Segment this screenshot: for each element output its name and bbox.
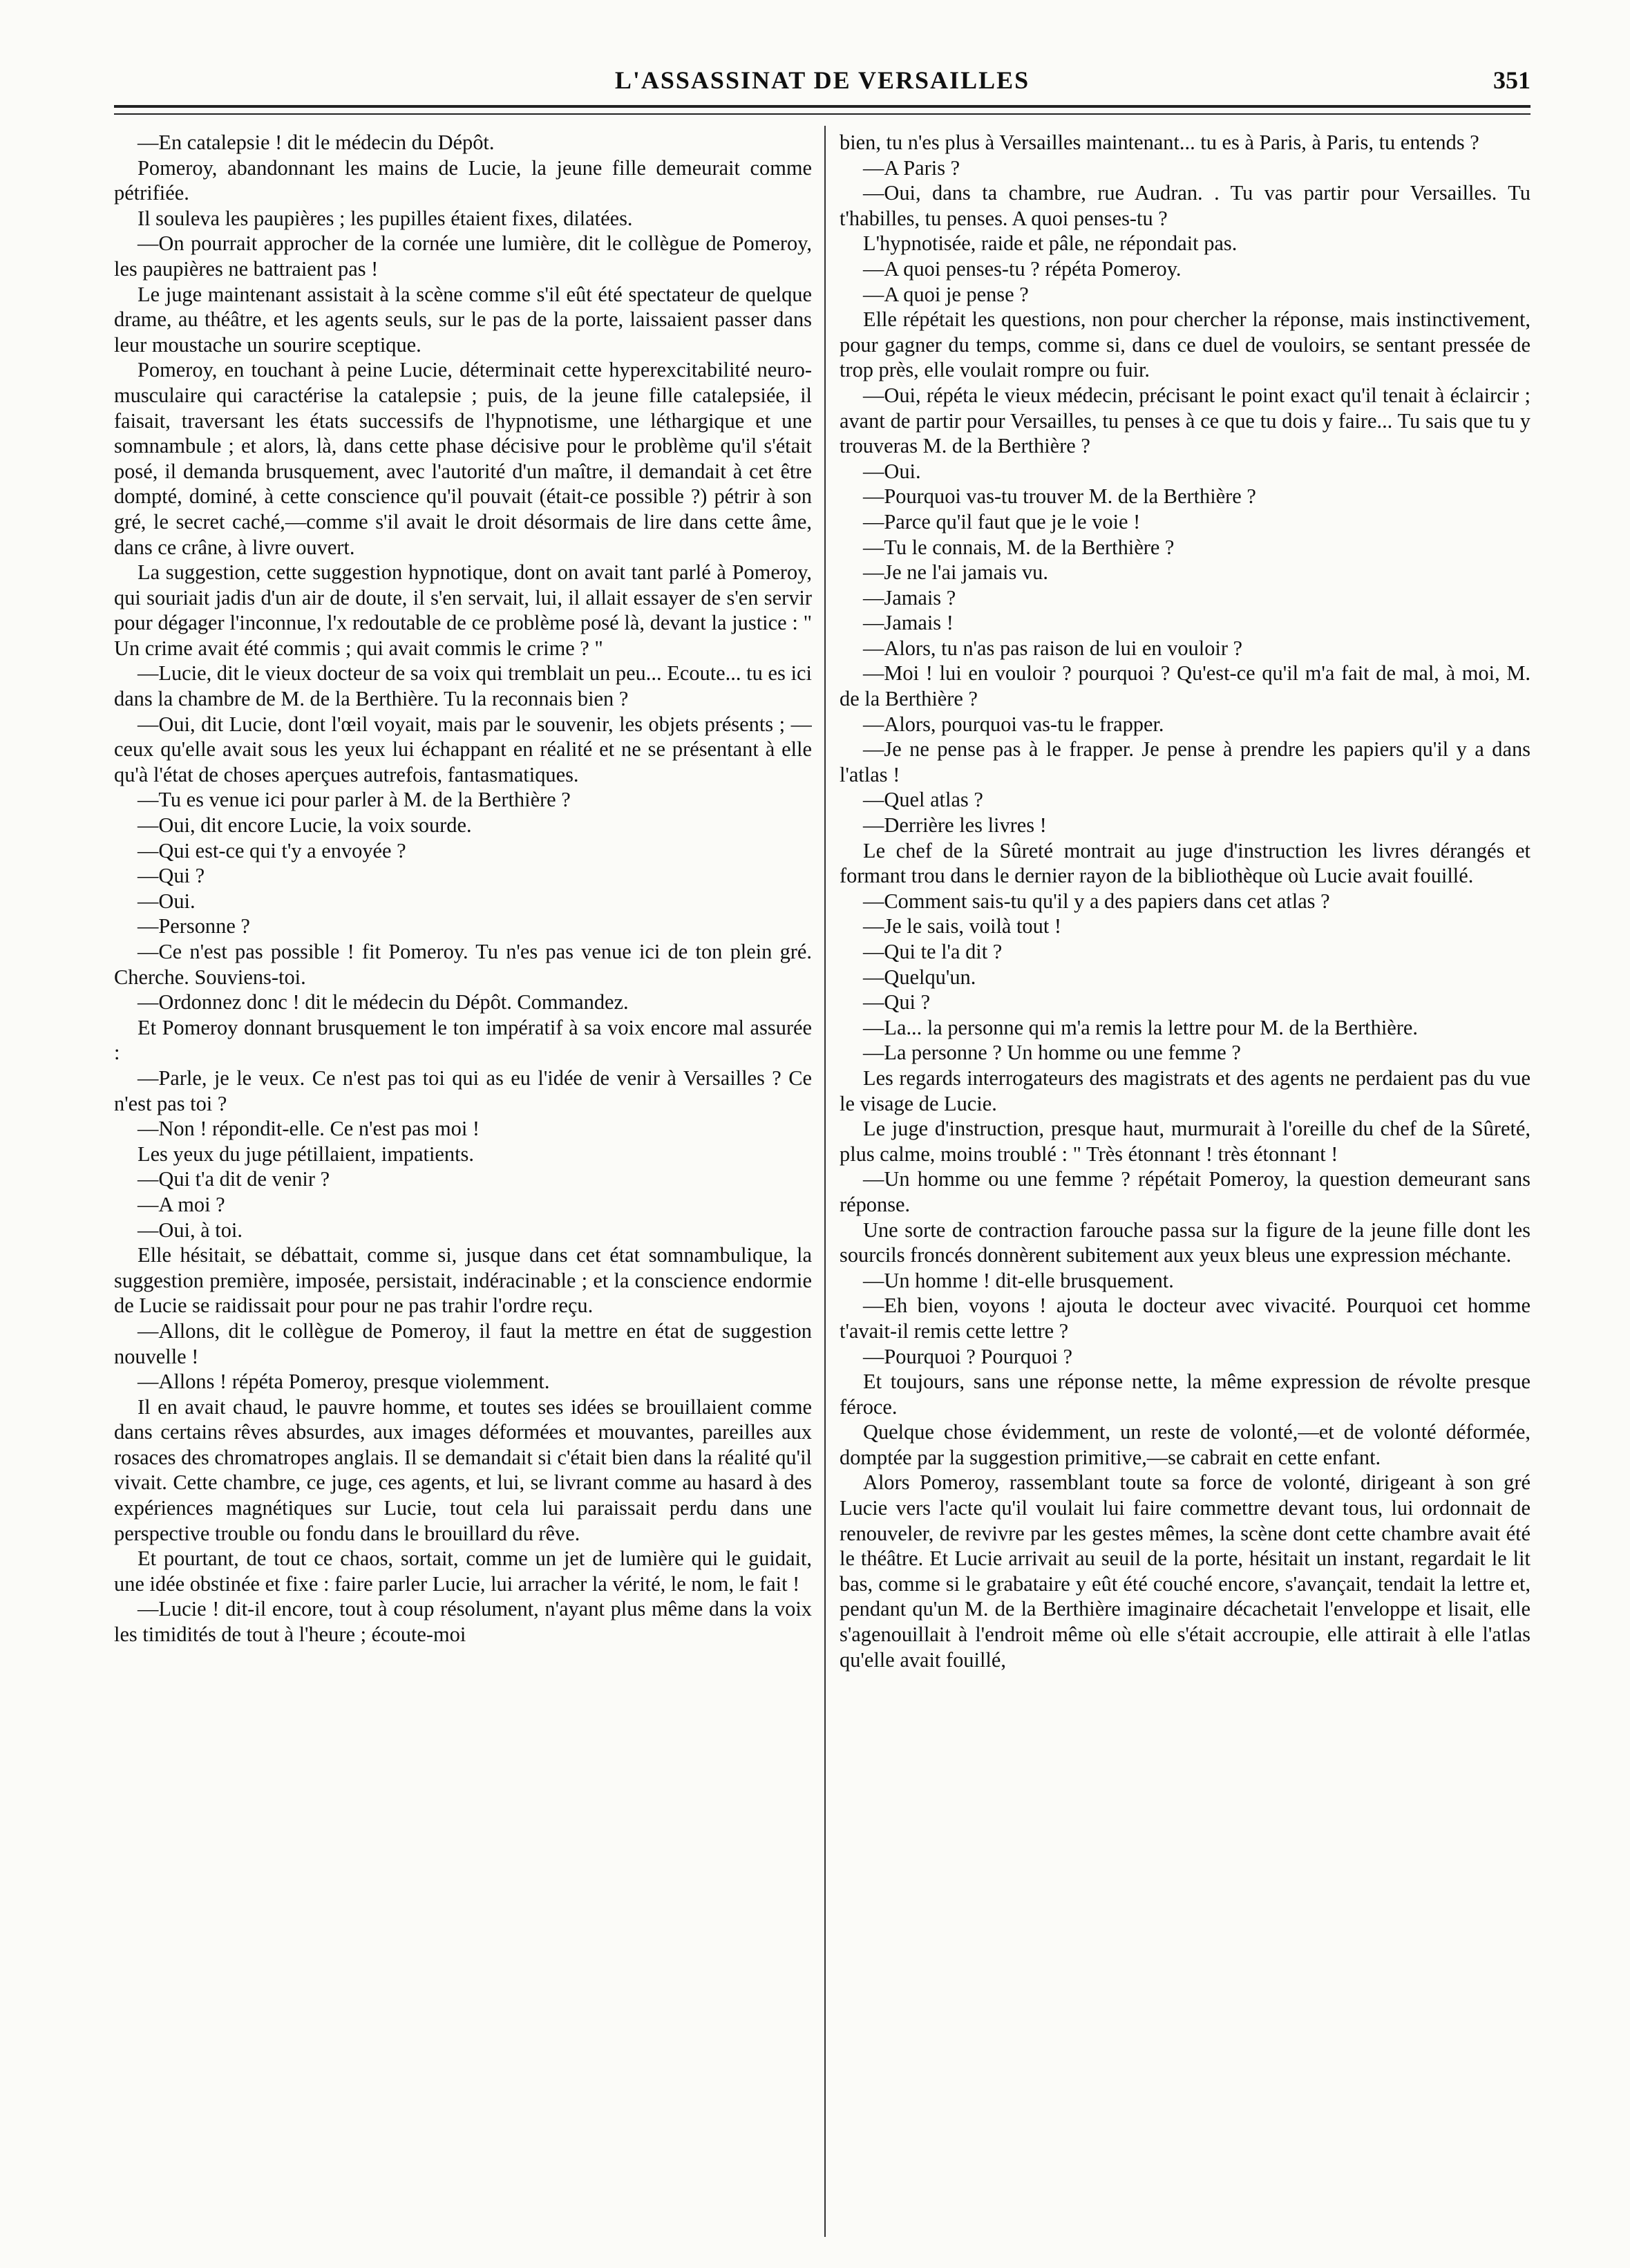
paragraph: —Personne ? [138,914,250,938]
paragraph: —En catalepsie ! dit le médecin du Dépôt. [138,131,495,154]
paragraph: —Un homme ou une femme ? répétait Pomeroy, la question demeurant sans réponse. [840,1167,1531,1216]
paragraph: —Quelqu'un. [863,965,976,989]
paragraph: Elle répétait les questions, non pour chercher la réponse, mais instinctivement, pour gagner du temps, comme si, dans ce duel de vouloirs, se sentant pressée de trop près, elle voulait rompre ou fuir. [840,308,1531,382]
paragraph: —Qui ? [138,864,205,888]
paragraph: —Pourquoi ? Pourquoi ? [863,1344,1073,1368]
paragraph: —La... la personne qui m'a remis la lettre pour M. de la Berthière. [863,1015,1418,1039]
paragraph: —Parce qu'il faut que je le voie ! [863,509,1141,533]
paragraph: —Qui ? [863,990,931,1014]
paragraph: —A moi ? [138,1192,225,1216]
paragraph: —Ce n'est pas possible ! fit Pomeroy. Tu n'es pas venue ici de ton plein gré. Cherche. Souviens-toi. [114,940,812,989]
paragraph: Pomeroy, en touchant à peine Lucie, déterminait cette hyperexcitabilité neuro-musculaire qui caractérise la catalepsie ; puis, de la jeune fille catalepsiée, il faisait, traversant les états successifs de l'hypnotisme, une léthargique et une somnambule ; et alors, là, dans cette phase décisive pour le problème qu'il s'était posé, il demanda brusquement, avec l'autorité d'un maître, il demandait à cet être dompté, dominé, à cette conscience qu'il pouvait (était-ce possible ?) pétrir à son gré, le secret caché,—comme s'il avait le droit désormais de lire dans cette âme, dans ce crâne, à livre ouvert. [114,358,812,559]
paragraph: Quelque chose évidemment, un reste de volonté,—et de volonté déformée, domptée par la suggestion primitive,—se cabrait en cette enfant. [840,1420,1531,1469]
paragraph: Le juge maintenant assistait à la scène comme s'il eût été spectateur de quelque drame, au théâtre, et les agents seuls, sur le pas de la porte, laissaient passer dans leur moustache un sourire sceptique. [114,282,812,357]
paragraph: Les regards interrogateurs des magistrats et des agents ne perdaient pas du vue le visage de Lucie. [840,1066,1531,1115]
column-divider [824,126,826,2237]
paragraph: —Parle, je le veux. Ce n'est pas toi qui as eu l'idée de venir à Versailles ? Ce n'est pas toi ? [114,1066,812,1115]
paragraph: —Ordonnez donc ! dit le médecin du Dépôt. Commandez. [138,990,629,1014]
paragraph: —Qui te l'a dit ? [863,940,1003,963]
paragraph: —Oui, répéta le vieux médecin, précisant le point exact qu'il tenait à éclaircir ; avant de partir pour Versailles, tu penses à ce que tu dois y faire... Tu sais que tu y trouveras M. de la Berthière ? [840,383,1531,458]
paragraph: —Je ne l'ai jamais vu. [863,560,1048,585]
paragraph: —Alors, tu n'as pas raison de lui en vouloir ? [863,636,1243,660]
paragraph: Et Pomeroy donnant brusquement le ton impératif à sa voix encore mal assurée : [114,1015,812,1065]
paragraph: —Comment sais-tu qu'il y a des papiers dans cet atlas ? [863,889,1330,913]
paragraph: —Oui, dit Lucie, dont l'œil voyait, mais par le souvenir, les objets présents ; — ceux qu'elle avait sous les yeux lui échappant en réalité et ne se présentant à elle qu'à l'état de choses aperçues autrefois, fantasmatiques. [114,712,812,786]
header-double-rule [114,105,1531,115]
paragraph: —Allons, dit le collègue de Pomeroy, il faut la mettre en état de suggestion nouvelle ! [114,1319,812,1368]
paragraph: Alors Pomeroy, rassemblant toute sa force de volonté, dirigeant à son gré Lucie vers l'acte qu'il voulait lui faire commettre devant tous, lui ordonnait de renouveler, de revivre par les gestes mêmes, la scène dont cette chambre avait été le théâtre. Et Lucie arrivait au seuil de la porte, hésitait un instant, regardait le lit bas, comme si le grabataire y eût été couché encore, s'avançait, tendait la lettre et, pendant qu'un M. de la Berthière imaginaire décachetait l'enveloppe et lisait, elle s'agenouillait à l'endroit même où elle s'était accroupie, elle attirait à elle l'atlas qu'elle avait fouillé, [840,1471,1531,1672]
paragraph: —Lucie ! dit-il encore, tout à coup résolument, n'ayant plus même dans la voix les timidités de tout à l'heure ; écoute-moi [114,1597,812,1647]
paragraph: Le juge d'instruction, presque haut, murmurait à l'oreille du chef de la Sûreté, plus calme, moins troublé : " Très étonnant ! très étonnant ! [840,1117,1531,1166]
paragraph: —A quoi penses-tu ? répéta Pomeroy. [863,256,1182,281]
paragraph: —On pourrait approcher de la cornée une lumière, dit le collègue de Pomeroy, les paupières ne battraient pas ! [114,231,812,281]
paragraph: —Jamais ? [863,585,956,609]
paragraph: —Oui, à toi. [138,1218,243,1242]
paragraph: —Qui t'a dit de venir ? [138,1167,330,1191]
page-header [114,66,1531,100]
paragraph: —Lucie, dit le vieux docteur de sa voix qui tremblait un peu... Ecoute... tu es ici dans la chambre de M. de la Berthière. Tu la reconnais bien ? [114,661,812,711]
paragraph: Et toujours, sans une réponse nette, la même expression de révolte presque féroce. [840,1370,1531,1419]
paragraph: —Eh bien, voyons ! ajouta le docteur avec vivacité. Pourquoi cet homme t'avait-il remis cette lettre ? [840,1294,1531,1343]
paragraph: —A quoi je pense ? [863,282,1029,306]
paragraph: —Oui, dans ta chambre, rue Audran. . Tu vas partir pour Versailles. Tu t'habilles, tu penses. A quoi penses-tu ? [840,181,1531,230]
paragraph: —Pourquoi vas-tu trouver M. de la Berthière ? [863,484,1256,509]
paragraph: —Oui. [863,459,921,483]
text-column-left [114,130,812,2231]
paragraph: Pomeroy, abandonnant les mains de Lucie, la jeune fille demeurait comme pétrifiée. [114,155,812,205]
paragraph: —Quel atlas ? [863,788,983,812]
paragraph: —A Paris ? [863,155,960,180]
running-title: L'ASSASSINAT DE VERSAILLES [614,66,1030,94]
paragraph: Une sorte de contraction farouche passa sur la figure de la jeune fille dont les sourcils froncés donnèrent subitement aux yeux bleus une expression méchante. [840,1218,1531,1267]
paragraph: —Tu es venue ici pour parler à M. de la Berthière ? [138,788,571,812]
paragraph: bien, tu n'es plus à Versailles maintenant... tu es à Paris, à Paris, tu entends ? [840,131,1479,154]
paragraph: —Non ! répondit-elle. Ce n'est pas moi ! [138,1117,480,1141]
paragraph: —Tu le connais, M. de la Berthière ? [863,535,1175,559]
paragraph: —Derrière les livres ! [863,813,1047,838]
paragraph: —Je le sais, voilà tout ! [863,914,1061,938]
paragraph: —Je ne pense pas à le frapper. Je pense à prendre les papiers qu'il y a dans l'atlas ! [840,737,1531,786]
paragraph: —Oui, dit encore Lucie, la voix sourde. [138,813,472,838]
paragraph: —Qui est-ce qui t'y a envoyée ? [138,838,406,862]
paragraph: —Moi ! lui en vouloir ? pourquoi ? Qu'est-ce qu'il m'a fait de mal, à moi, M. de la Berthière ? [840,661,1531,711]
paragraph: Le chef de la Sûreté montrait au juge d'instruction les livres dérangés et formant trou dans le dernier rayon de la bibliothèque où Lucie avait fouillé. [840,838,1531,888]
paragraph: —Jamais ! [863,611,954,635]
text-column-right [840,130,1531,2231]
paragraph: Il souleva les paupières ; les pupilles étaient fixes, dilatées. [138,206,633,230]
paragraph: Et pourtant, de tout ce chaos, sortait, comme un jet de lumière qui le guidait, une idée obstinée et fixe : faire parler Lucie, lui arracher la vérité, le nom, le fait ! [114,1547,812,1596]
paragraph: L'hypnotisée, raide et pâle, ne répondait pas. [863,231,1238,256]
paragraph: Il en avait chaud, le pauvre homme, et toutes ses idées se brouillaient comme dans certains rêves absurdes, aux images déformées et mouvantes, pareilles aux rosaces des chromatropes anglais. Il se demandait si c'était bien dans la réalité qu'il vivait. Cette chambre, ce juge, ces agents, et lui, se livrant comme au hasard à des expériences magnétiques sur Lucie, tout cela lui paraissait perdu dans une perspective trouble ou fondu dans le brouillard du rêve. [114,1395,812,1545]
paragraph: —Un homme ! dit-elle brusquement. [863,1268,1174,1292]
paragraph: La suggestion, cette suggestion hypnotique, dont on avait tant parlé à Pomeroy, qui souriait jadis d'un air de doute, il s'en servait, lui, il allait essayer de s'en servir pour dégager l'inconnue, l'x redoutable de ce problème posé là, devant la justice : " Un crime avait été commis ; qui avait commis le crime ? " [114,560,812,660]
page-number: 351 [1493,66,1531,94]
paragraph: —Allons ! répéta Pomeroy, presque violemment. [138,1370,550,1394]
paragraph: —Oui. [138,889,196,913]
paragraph: —Alors, pourquoi vas-tu le frapper. [863,712,1164,736]
paragraph: Elle hésitait, se débattait, comme si, jusque dans cet état somnambulique, la suggestion première, imposée, persistait, indéracinable ; et la conscience endormie de Lucie se raidissait pour pour ne pas trahir l'ordre reçu. [114,1243,812,1318]
paragraph: —La personne ? Un homme ou une femme ? [863,1041,1241,1065]
paragraph: Les yeux du juge pétillaient, impatients. [138,1142,474,1166]
